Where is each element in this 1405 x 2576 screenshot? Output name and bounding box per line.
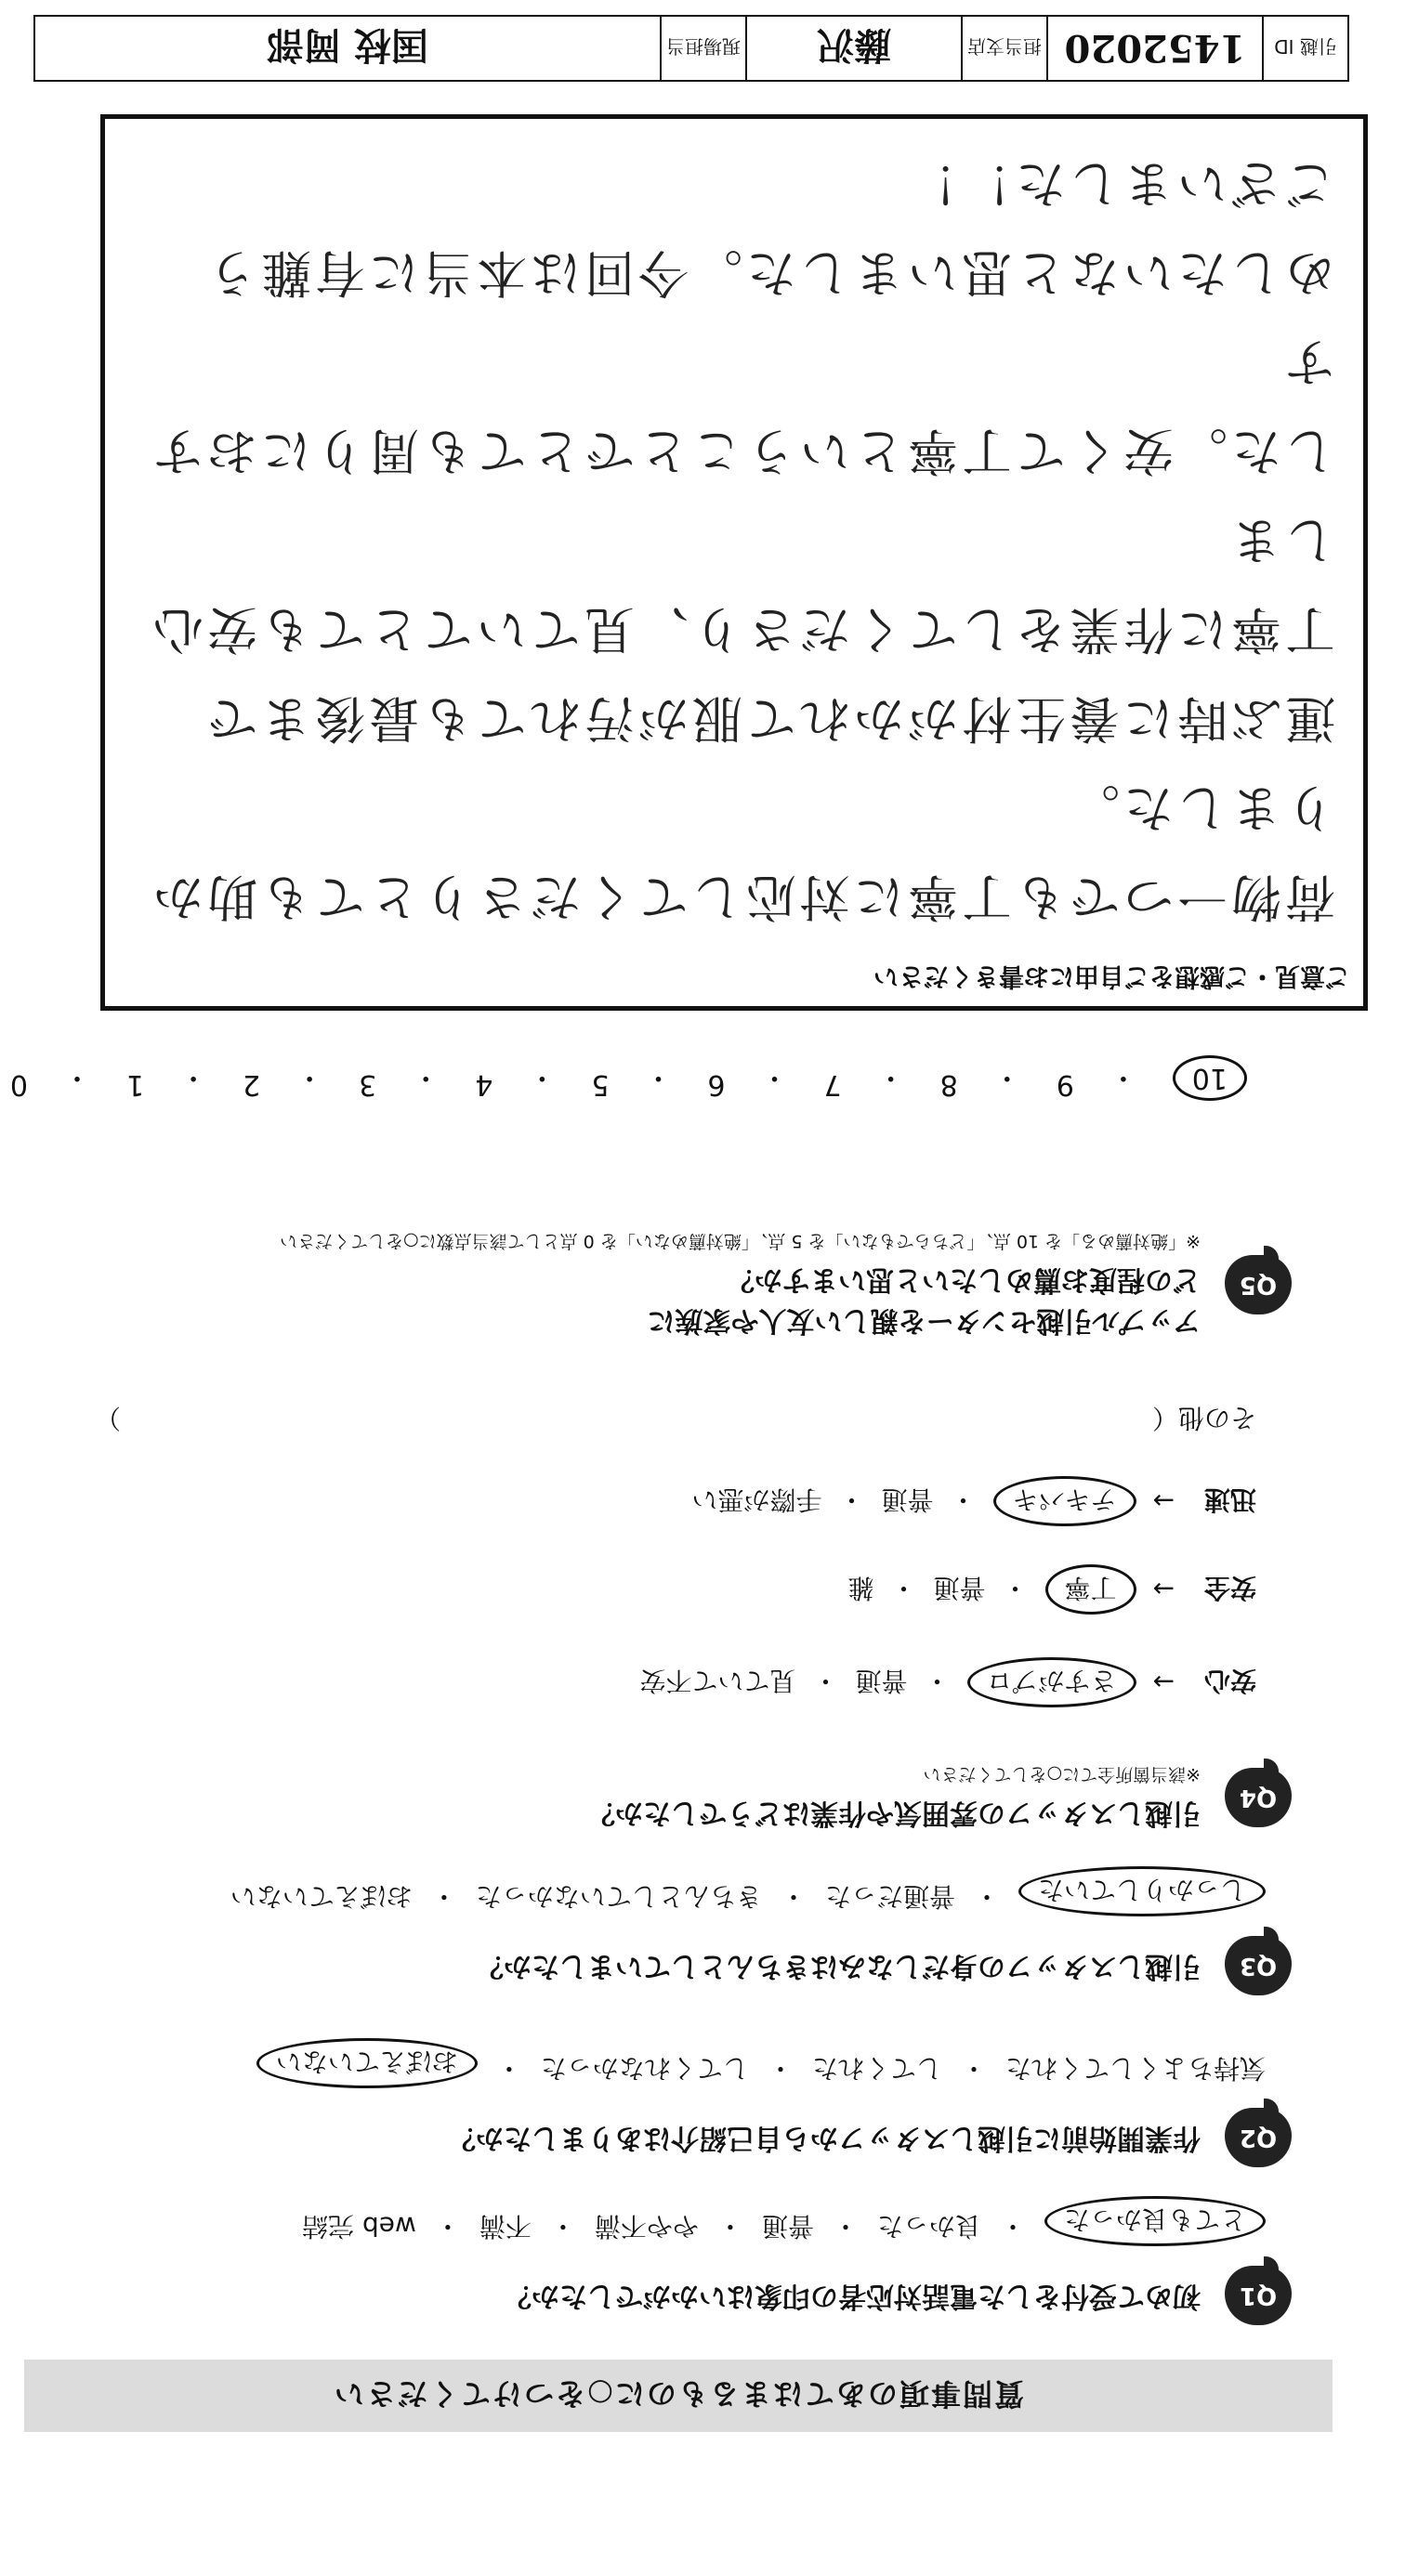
q3-text: 引越しスタッフの身だしなみはきちんとしていましたか？ <box>476 1950 1201 1982</box>
staff-label: 現場担当 <box>660 17 745 80</box>
q5-score[interactable]: 2 <box>243 1068 261 1101</box>
q4-option[interactable]: 丁寧 <box>1045 1564 1136 1615</box>
q4-other-label: その他（ <box>1151 1403 1256 1433</box>
q5-score[interactable]: 3 <box>359 1068 377 1101</box>
q4-badge: Q4 <box>1225 1769 1292 1828</box>
staff-value: 国枝 岡部 <box>267 23 428 68</box>
q3-badge: Q3 <box>1225 1936 1292 1995</box>
handwritten-comment <box>109 138 1335 941</box>
comment-line: した。安くて丁寧ということでとても周りにおすす <box>150 333 1335 480</box>
q5-score[interactable]: 9 <box>1056 1068 1074 1101</box>
comment-line: 丁寧に作業をしてくださり、見ていてとても安心しま <box>150 511 1335 659</box>
q5-score[interactable]: 0 <box>9 1068 28 1101</box>
q1-badge: Q1 <box>1225 2266 1292 2325</box>
q4-option[interactable]: 手際が悪い <box>691 1484 822 1515</box>
q5-score[interactable]: 5 <box>591 1068 610 1101</box>
free-comment-box[interactable] <box>100 114 1368 1011</box>
q4-option[interactable]: 普通 <box>855 1666 908 1696</box>
q5-score[interactable]: 7 <box>823 1068 842 1101</box>
q3-option[interactable]: しっかりしていた <box>1018 1866 1266 1916</box>
q5-badge: Q5 <box>1225 1256 1292 1315</box>
q2-options: 気持ちよくしてくれた ・ してくれた ・ してくれなかった ・ おぼえていない <box>256 2038 1266 2088</box>
comment-line: ございました！！ <box>904 154 1335 213</box>
move-id-value: 1452020 <box>1046 17 1262 80</box>
question-5 <box>280 1230 1292 1340</box>
branch-label: 担当支店 <box>961 17 1046 80</box>
comment-line: めしたいなと思いました。今回は本当に有難う <box>204 243 1335 302</box>
q1-option[interactable]: web 完結 <box>302 2211 416 2242</box>
q1-text: 初めて受付をした電話対応者の印象はいかがでしたか？ <box>504 2280 1201 2312</box>
branch-value: 藤沢 <box>745 17 961 80</box>
q4-option[interactable]: 見ていて不安 <box>639 1666 796 1696</box>
question-4 <box>587 1763 1292 1833</box>
q2-option[interactable]: 気持ちよくしてくれた <box>1005 2053 1266 2084</box>
q5-score[interactable]: 1 <box>125 1068 145 1101</box>
q4-row-label: 迅速 <box>1203 1484 1256 1515</box>
q4-row-anzen: 安全 → 丁寧 ・ 普通 ・ 雑 <box>847 1564 1256 1615</box>
arrow-icon: → <box>1152 1574 1175 1605</box>
q4-row-label: 安全 <box>1203 1573 1256 1603</box>
q5-text-1: アップル引越センターを親しい友人や家族に <box>647 1304 1201 1337</box>
q2-option[interactable]: おぼえていない <box>256 2038 478 2088</box>
arrow-icon: → <box>1152 1485 1175 1517</box>
question-1 <box>504 2266 1292 2325</box>
q4-option[interactable]: テキパキ <box>993 1476 1136 1526</box>
q5-score[interactable]: 4 <box>475 1068 493 1101</box>
comment-line: 荷物一つでも丁寧に対応してくださりとても助かりました。 <box>150 778 1335 926</box>
q5-text-2: どの程度お薦めしたいと思いますか？ <box>727 1263 1201 1296</box>
q4-row-jinsoku: 迅速 → テキパキ ・ 普通 ・ 手際が悪い <box>691 1476 1256 1526</box>
q5-note: ※「絶対薦める」を 10 点、「どちらでもない」を 5 点、「絶対薦めない」を 0 点として該当点数に○をしてください <box>280 1231 1201 1251</box>
q4-option[interactable]: 普通 <box>933 1573 986 1603</box>
question-2 <box>448 2108 1292 2167</box>
q1-option[interactable]: 不満 <box>479 2211 532 2242</box>
q2-text: 作業開始前に引越しスタッフから自己紹介はありましたか？ <box>448 2122 1201 2154</box>
q4-option[interactable]: さすがプロ <box>967 1657 1136 1707</box>
q4-note: ※該当箇所全てに○をしてください <box>923 1764 1201 1785</box>
q2-option[interactable]: してくれた <box>811 2053 942 2084</box>
free-comment-heading: ご意見・ご感想をご自由にお書きください <box>873 961 1350 990</box>
q4-option[interactable]: 普通 <box>881 1484 934 1515</box>
arrow-icon: → <box>1152 1667 1175 1698</box>
q1-options: とても良かった ・ 良かった ・ 普通 ・ やや不満 ・ 不満 ・ web 完結 <box>302 2196 1266 2246</box>
instruction-banner: 質問事項のあてはまるものに○をつけてください <box>24 2360 1333 2432</box>
q5-score[interactable]: 10 <box>1173 1055 1247 1101</box>
question-3 <box>476 1936 1292 1995</box>
q5-score[interactable]: 6 <box>707 1068 726 1101</box>
q4-other <box>95 1401 1256 1438</box>
q2-option[interactable]: してくれなかった <box>540 2053 749 2084</box>
q4-row-label: 安心 <box>1203 1666 1256 1696</box>
q5-scale: 10 ・ 9 ・ 8 ・ 7 ・ 6 ・ 5 ・ 4 ・ 3 ・ 2 ・ 1 ・ 0 <box>10 1055 1247 1101</box>
comment-line: 運ぶ時に養生材がかれて服が汚れても最後まで <box>204 689 1335 748</box>
q4-option[interactable]: 雑 <box>847 1573 874 1603</box>
q3-options: しっかりしていた ・ 普通だった ・ きちんとしていなかった ・ おぼえていない <box>230 1866 1266 1916</box>
q4-row-anshin: 安心 → さすがプロ ・ 普通 ・ 見ていて不安 <box>639 1657 1256 1707</box>
q4-text: 引越しスタッフの雰囲気や作業はどうでしたか？ <box>587 1797 1201 1829</box>
q3-option[interactable]: 普通だった <box>824 1881 955 1912</box>
q1-option[interactable]: 良かった <box>876 2211 981 2242</box>
q3-option[interactable]: きちんとしていなかった <box>475 1881 762 1912</box>
q5-score[interactable]: 8 <box>939 1068 958 1101</box>
q4-other-close: ） <box>95 1403 122 1433</box>
q1-option[interactable]: やや不満 <box>594 2211 699 2242</box>
q2-badge: Q2 <box>1225 2108 1292 2167</box>
q1-option[interactable]: 普通 <box>761 2211 814 2242</box>
move-id-label: 引越 ID <box>1262 17 1347 80</box>
footer-table <box>33 15 1349 82</box>
q1-option[interactable]: とても良かった <box>1044 2196 1266 2246</box>
q3-option[interactable]: おぼえていない <box>230 1881 413 1912</box>
